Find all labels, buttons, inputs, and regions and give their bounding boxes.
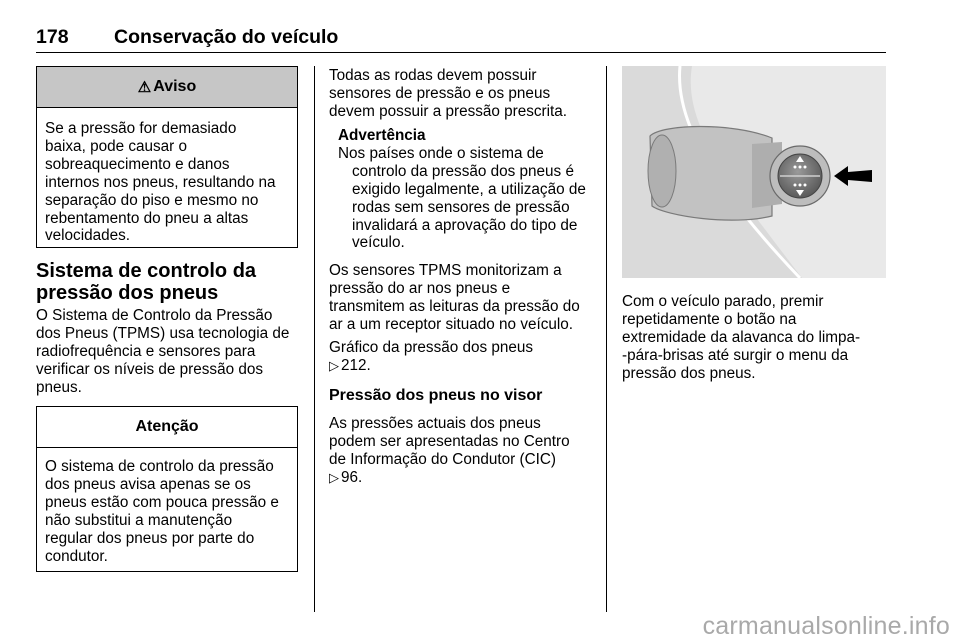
warning-line: internos nos pneus, resultando na — [45, 173, 276, 191]
lever-base — [648, 135, 676, 207]
note-line: exigido legalmente, a utilização de — [352, 180, 586, 198]
text-line: Os sensores TPMS monitorizam a — [329, 262, 562, 279]
reference-arrow-icon: ▷ — [329, 469, 339, 485]
intro-line: dos Pneus (TPMS) usa tecnologia de — [36, 324, 290, 342]
attention-box-body — [37, 448, 297, 565]
intro-line: O Sistema de Controlo da Pressão — [36, 307, 273, 324]
warning-line: separação do piso e mesmo no — [45, 191, 259, 209]
col2-paragraph-4 — [329, 415, 601, 487]
attention-line: regular dos pneus por parte do — [45, 529, 255, 547]
warning-box-header — [37, 67, 297, 108]
col2-paragraph-3 — [329, 339, 601, 375]
intro-line: radiofrequência e sensores para — [36, 342, 256, 360]
advertencia-note — [338, 127, 600, 252]
col3-paragraph-1 — [622, 293, 892, 383]
text-line: Com o veículo parado, premir — [622, 293, 824, 310]
intro-line: pneus. — [36, 378, 82, 396]
text-line: devem possuir a pressão prescrita. — [329, 102, 568, 120]
reference-page: 96. — [341, 468, 363, 486]
warning-line: rebentamento do pneu a altas — [45, 209, 249, 227]
text-line: Gráfico da pressão dos pneus — [329, 339, 534, 356]
watermark: carmanualsonline.info — [702, 612, 950, 640]
column-divider-right — [606, 66, 607, 612]
warning-box-title: Aviso — [153, 78, 197, 95]
text-line: podem ser apresentadas no Centro — [329, 432, 570, 450]
attention-line: O sistema de controlo da pressão — [45, 458, 274, 475]
text-line: ar a um receptor situado no veículo. — [329, 315, 574, 333]
section-heading-line: Sistema de controlo da — [36, 260, 257, 282]
note-line: controlo da pressão dos pneus é — [352, 162, 574, 180]
warning-line: Se a pressão for demasiado — [45, 120, 237, 137]
section-heading — [36, 260, 306, 304]
intro-line: verificar os níveis de pressão dos — [36, 360, 264, 378]
attention-line: pneus estão com pouca pressão e — [45, 493, 279, 511]
col2-paragraph-2 — [329, 262, 601, 334]
reference-arrow-icon: ▷ — [329, 357, 339, 373]
text-line: pressão dos pneus. — [622, 364, 756, 382]
text-line: transmitem as leituras da pressão do — [329, 297, 580, 315]
text-line: -pára-brisas até surgir o menu da — [622, 346, 849, 364]
page-reference[interactable] — [329, 357, 601, 375]
page-title: Conservação do veículo — [114, 26, 339, 48]
warning-triangle-icon: ⚠ — [137, 79, 152, 96]
text-line: repetidamente o botão na — [622, 310, 797, 328]
attention-box — [36, 406, 298, 572]
column-divider-left — [314, 66, 315, 612]
warning-line: baixa, pode causar o — [45, 137, 188, 155]
text-line: extremidade da alavanca do limpa- — [622, 328, 861, 346]
warning-box-body — [37, 108, 297, 245]
col2-subheading: Pressão dos pneus no visor — [329, 387, 543, 404]
col2-paragraph-1 — [329, 67, 601, 121]
page-number: 178 — [36, 26, 69, 48]
text-line: de Informação do Condutor (CIC) — [329, 450, 557, 468]
section-heading-line: pressão dos pneus — [36, 282, 219, 304]
note-line: veículo. — [352, 234, 405, 252]
note-line: Nos países onde o sistema de — [338, 144, 544, 162]
attention-box-title: Atenção — [135, 418, 199, 435]
warning-line: sobreaquecimento e danos — [45, 155, 230, 173]
reference-page: 212. — [341, 356, 371, 374]
warning-line: velocidades. — [45, 227, 131, 245]
text-line: Todas as rodas devem possuir — [329, 67, 537, 84]
attention-box-header — [37, 407, 297, 448]
note-title: Advertência — [338, 127, 426, 144]
warning-box — [36, 66, 298, 248]
attention-line: não substitui a manutenção — [45, 511, 233, 529]
text-line: As pressões actuais dos pneus — [329, 415, 541, 432]
page-header — [36, 26, 886, 53]
attention-line: dos pneus avisa apenas se os — [45, 475, 251, 493]
page-reference[interactable] — [329, 469, 601, 487]
text-line: pressão do ar nos pneus e — [329, 279, 511, 297]
note-line: rodas sem sensores de pressão — [352, 198, 570, 216]
note-line: invalidará a aprovação do tipo de — [352, 216, 578, 234]
wiper-lever-illustration — [622, 66, 886, 278]
attention-line: condutor. — [45, 547, 108, 565]
text-line: sensores de pressão e os pneus — [329, 84, 551, 102]
section-intro — [36, 307, 306, 397]
